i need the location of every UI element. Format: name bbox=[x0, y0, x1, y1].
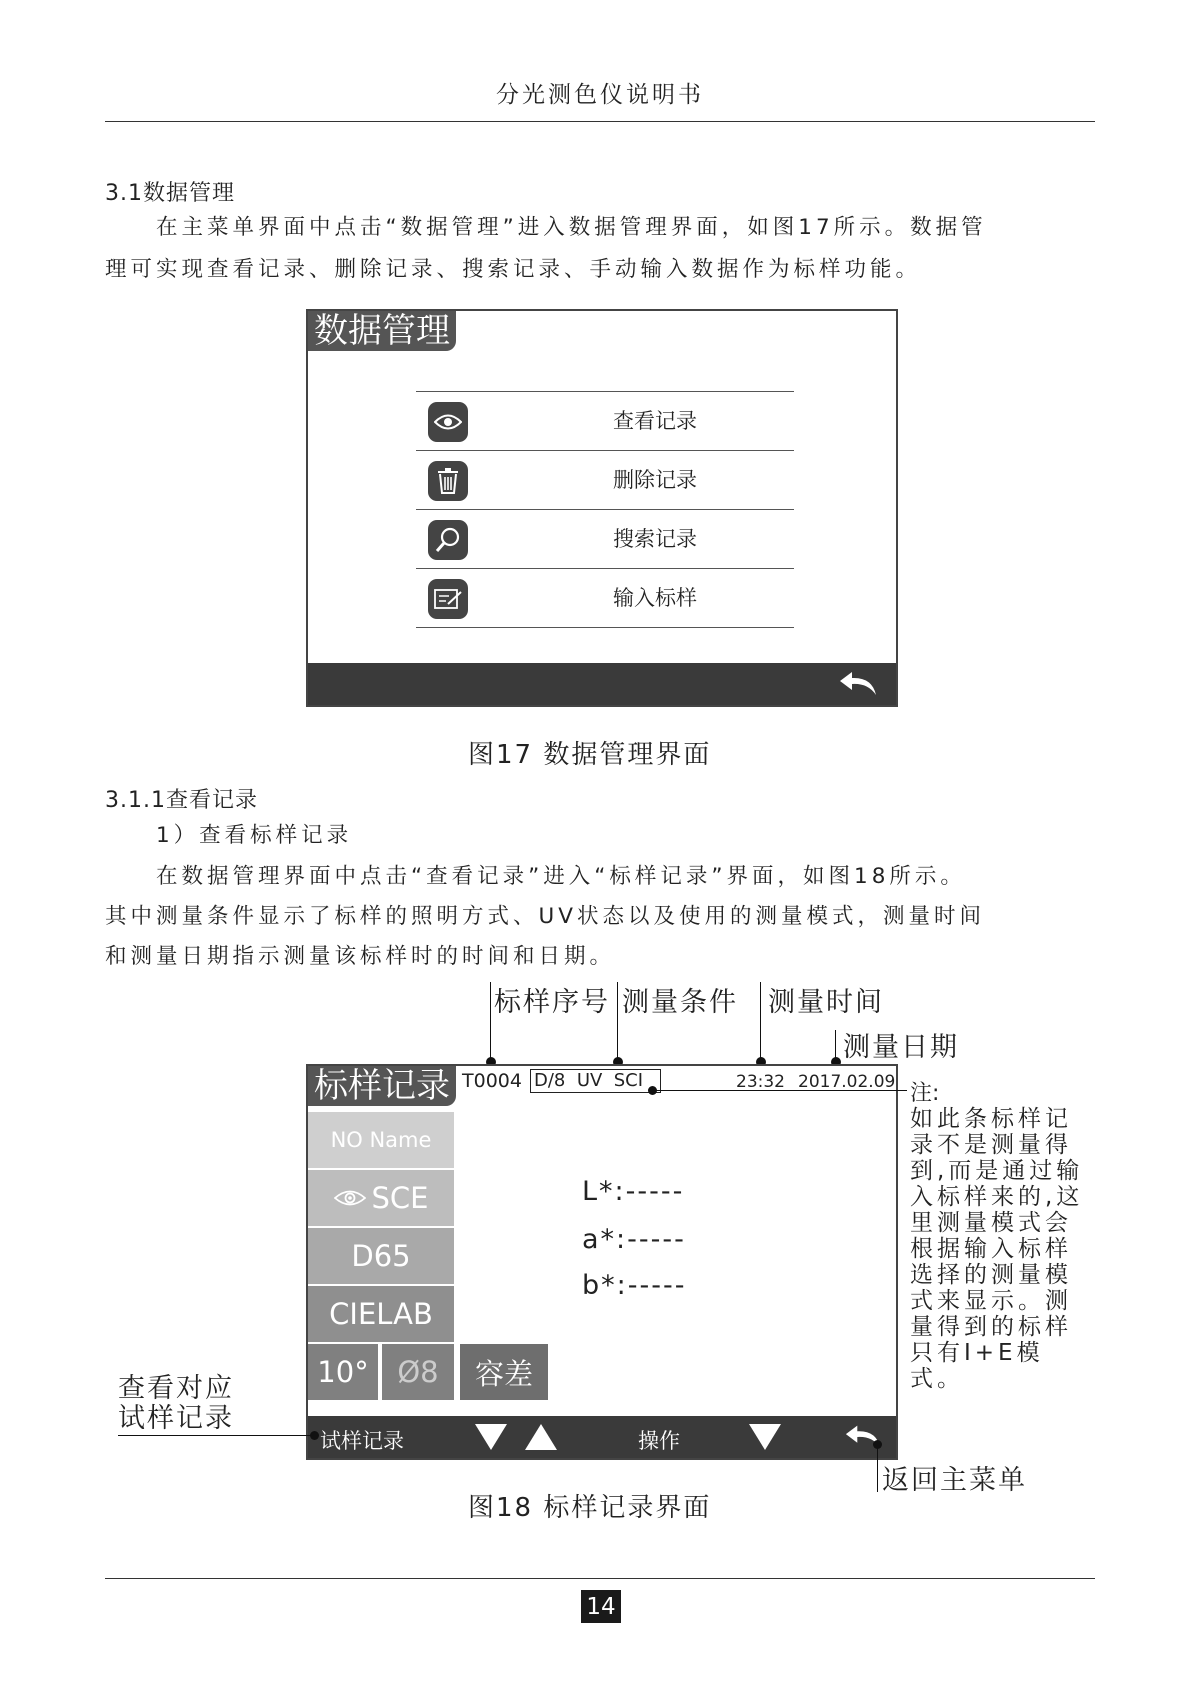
note-line: 里测量模式会 bbox=[910, 1210, 1072, 1236]
section-paragraph-line2: 理可实现查看记录、删除记录、搜索记录、手动输入数据作为标样功能。 bbox=[105, 257, 922, 282]
callout-line-back bbox=[877, 1444, 878, 1492]
subsection-paragraph-line2: 其中测量条件显示了标样的照明方式、UV状态以及使用的测量模式，测量时间 bbox=[105, 904, 985, 929]
callout-date: 测量日期 bbox=[843, 1032, 959, 1063]
callout-trial-line1: 查看对应 bbox=[118, 1373, 234, 1404]
menu-item-label: 查看记录 bbox=[613, 409, 697, 433]
bottom-bar bbox=[308, 1416, 896, 1458]
callout-time: 测量时间 bbox=[768, 987, 884, 1018]
trash-icon bbox=[428, 461, 468, 501]
illuminant-tile[interactable]: D65 bbox=[308, 1228, 454, 1284]
measure-conditions: D/8 UV SCI bbox=[530, 1069, 661, 1093]
page-number: 14 bbox=[581, 1590, 621, 1623]
callout-line-time bbox=[760, 982, 761, 1060]
a-value: a*:----- bbox=[582, 1224, 686, 1255]
note-line: 到,而是通过输 bbox=[910, 1158, 1084, 1184]
tolerance-button[interactable]: 容差 bbox=[460, 1344, 548, 1400]
section-heading: 3.1数据管理 bbox=[105, 181, 235, 206]
note-line: 只有I+E模式。 bbox=[910, 1340, 1044, 1392]
operate-button[interactable]: 操作 bbox=[638, 1429, 680, 1453]
callout-sample-id: 标样序号 bbox=[494, 987, 610, 1018]
callout-back: 返回主菜单 bbox=[882, 1465, 1027, 1496]
note-text bbox=[910, 1106, 1092, 1392]
aperture-tile[interactable]: Ø8 bbox=[382, 1344, 454, 1400]
callout-line-conditions bbox=[617, 982, 618, 1060]
menu-item-label: 删除记录 bbox=[613, 468, 697, 492]
subsection-item: 1）查看标样记录 bbox=[156, 823, 353, 848]
callout-line-date bbox=[835, 1030, 836, 1060]
note-line: 量得到的标样 bbox=[910, 1314, 1072, 1340]
menu-item-input-standard[interactable] bbox=[416, 568, 794, 628]
menu-item-search-records[interactable] bbox=[416, 509, 794, 568]
page-down-icon[interactable] bbox=[474, 1423, 508, 1455]
document-header-title: 分光测色仪说明书 bbox=[496, 82, 704, 108]
note-label: 注: bbox=[910, 1081, 940, 1106]
eye-icon bbox=[428, 402, 468, 442]
screen-title: 数据管理 bbox=[308, 311, 456, 351]
dropdown-icon[interactable] bbox=[748, 1423, 782, 1455]
back-arrow-icon[interactable] bbox=[838, 671, 878, 701]
callout-dot bbox=[310, 1431, 319, 1440]
callout-conditions: 测量条件 bbox=[622, 987, 738, 1018]
sample-id: T0004 bbox=[462, 1070, 522, 1092]
figure-18-screen bbox=[306, 1064, 898, 1460]
note-line: 录不是测量得 bbox=[910, 1132, 1072, 1158]
measure-mode-tile[interactable] bbox=[308, 1170, 454, 1226]
measure-mode-label: SCE bbox=[371, 1181, 429, 1215]
subsection-paragraph-line1: 在数据管理界面中点击“查看记录”进入“标样记录”界面，如图18所示。 bbox=[156, 864, 966, 889]
observer-tile[interactable]: 10° bbox=[308, 1344, 378, 1400]
subsection-paragraph-line3: 和测量日期指示测量该标样时的时间和日期。 bbox=[105, 944, 616, 969]
menu-item-label: 搜索记录 bbox=[613, 527, 697, 551]
note-line: 如此条标样记 bbox=[910, 1106, 1072, 1132]
page-up-icon[interactable] bbox=[524, 1423, 558, 1455]
callout-line-note bbox=[652, 1090, 907, 1091]
note-line: 选择的测量模 bbox=[910, 1262, 1072, 1288]
measure-date: 2017.02.09 bbox=[798, 1072, 896, 1092]
menu-item-view-records[interactable] bbox=[416, 391, 794, 450]
color-space-tile[interactable]: CIELAB bbox=[308, 1286, 454, 1342]
callout-trial-records bbox=[118, 1374, 234, 1434]
trial-records-button[interactable]: 试样记录 bbox=[320, 1429, 404, 1453]
l-value: L*:----- bbox=[582, 1176, 685, 1207]
edit-icon bbox=[428, 579, 468, 619]
data-menu bbox=[416, 391, 794, 628]
note-line: 式来显示。测 bbox=[910, 1288, 1072, 1314]
sample-name-tile[interactable]: NO Name bbox=[308, 1112, 454, 1168]
callout-line-trial bbox=[118, 1435, 314, 1436]
section-paragraph-line1: 在主菜单界面中点击“数据管理”进入数据管理界面，如图17所示。数据管 bbox=[156, 215, 987, 240]
footer-rule bbox=[105, 1578, 1095, 1579]
callout-trial-line2: 试样记录 bbox=[118, 1403, 234, 1434]
figure-17-caption: 图17 数据管理界面 bbox=[468, 740, 712, 770]
screen-title: 标样记录 bbox=[308, 1066, 456, 1106]
eye-icon bbox=[334, 1189, 366, 1207]
subsection-heading: 3.1.1查看记录 bbox=[105, 788, 258, 813]
search-icon bbox=[428, 520, 468, 560]
note-line: 入标样来的,这 bbox=[910, 1184, 1084, 1210]
measure-time: 23:32 bbox=[736, 1072, 785, 1092]
callout-line-id bbox=[490, 982, 491, 1060]
figure-17-screen bbox=[306, 309, 898, 707]
header-rule bbox=[105, 121, 1095, 122]
figure-18-caption: 图18 标样记录界面 bbox=[468, 1493, 712, 1523]
b-value: b*:----- bbox=[582, 1270, 687, 1301]
menu-item-label: 输入标样 bbox=[613, 586, 697, 610]
menu-item-delete-records[interactable] bbox=[416, 450, 794, 509]
note-line: 根据输入标样 bbox=[910, 1236, 1072, 1262]
bottom-bar bbox=[308, 663, 896, 705]
